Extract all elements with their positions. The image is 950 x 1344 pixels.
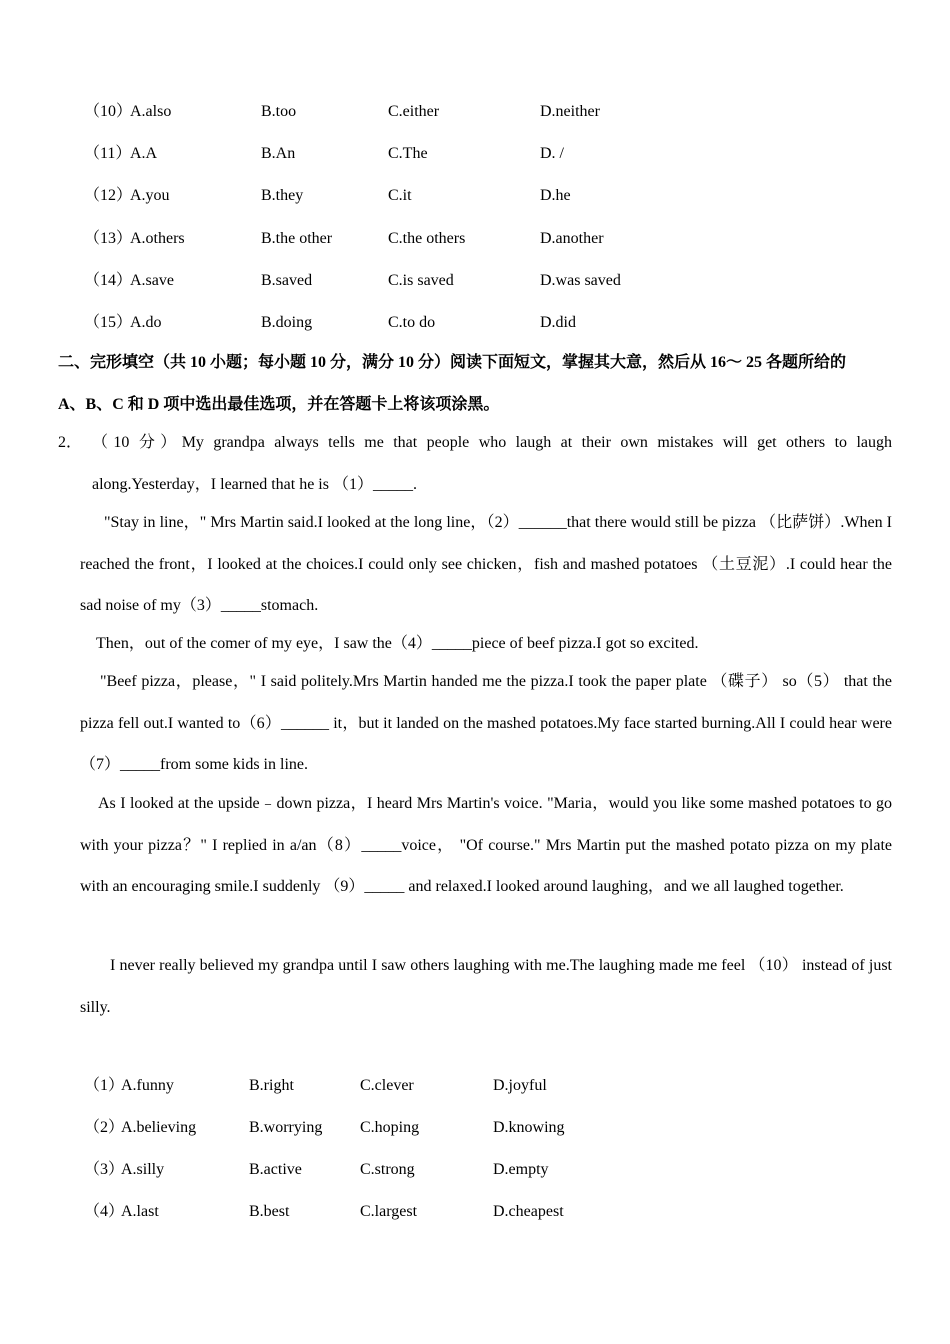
option-b: B.saved [261,272,313,289]
option-number: （11） [84,145,132,162]
passage-text: I never really believed my grandpa until I saw others laughing with me.The laughing made me feel （10） instead of just silly. [80,957,893,1016]
passage-paragraph-4 [80,661,892,786]
option-a: A.A [130,145,158,162]
option-c: C.strong [360,1161,415,1178]
option-d: D.cheapest [493,1203,564,1220]
option-b: B.worrying [249,1119,323,1136]
option-c: C.the others [388,230,466,247]
option-number: （1） [84,1077,125,1094]
option-b: B.too [261,103,297,120]
option-a: A.you [130,187,170,204]
option-d: D.did [540,314,576,331]
option-a: A.funny [121,1077,174,1094]
option-b: B.right [249,1077,294,1094]
section-heading-line1: 二、完形填空（共 10 小题；每小题 10 分，满分 10 分）阅读下面短文，掌握其大意，然后从 16～ 25 各题所给的 [58,354,847,371]
option-a: A.believing [121,1119,197,1136]
option-number: （13） [84,230,133,247]
option-number: （4） [84,1203,125,1220]
option-d: D. / [540,145,564,162]
option-b: B.doing [261,314,313,331]
option-a: A.last [121,1203,159,1220]
option-a: A.others [130,230,185,247]
option-c: C.it [388,187,412,204]
passage-paragraph-2 [80,502,892,627]
passage-paragraph-5 [80,783,892,908]
option-d: D.knowing [493,1119,565,1136]
passage-paragraph-1 [92,422,892,505]
option-c: C.is saved [388,272,454,289]
option-d: D.another [540,230,604,247]
option-a: A.silly [121,1161,165,1178]
section-heading-line2: A、B、C 和 D 项中选出最佳选项，并在答题卡上将该项涂黑。 [58,396,500,413]
option-number: （12） [84,187,133,204]
option-d: D.he [540,187,571,204]
passage-text: "Stay in line，" Mrs Martin said.I looked at the long line，（2）______that there would still be pizza （比萨饼）.When I reached the front，I looked at the choices.I could only see chicken，fish and mashed potatoes （土豆泥）.I could hear the sad noise of my（3）_____stomach. [80,514,892,614]
option-b: B.An [261,145,296,162]
option-number: （2） [84,1119,125,1136]
question-number: 2． [58,434,83,451]
passage-text: Then，out of the comer of my eye，I saw the（4）_____piece of beef pizza.I got so excited. [96,635,699,652]
passage-text: As I looked at the upside﹣down pizza，I heard Mrs Martin's voice. "Maria，would you like some mashed potatoes to go with your pizza？" I replied in a/an（8）_____voice， "Of course." Mrs Martin put the mashed potato pizza on my plate with an encouraging smile.I suddenly （9）_____ and relaxed.I looked around laughing，and we all laughed together. [80,795,892,895]
option-number: （3） [84,1161,125,1178]
option-b: B.they [261,187,304,204]
option-c: C.clever [360,1077,414,1094]
option-b: B.active [249,1161,302,1178]
option-c: C.largest [360,1203,418,1220]
option-b: B.best [249,1203,290,1220]
option-d: D.was saved [540,272,621,289]
option-a: A.save [130,272,174,289]
option-c: C.either [388,103,440,120]
option-a: A.do [130,314,162,331]
option-d: D.empty [493,1161,549,1178]
option-number: （10） [84,103,133,120]
option-c: C.The [388,145,428,162]
option-number: （14） [84,272,133,289]
option-d: D.joyful [493,1077,547,1094]
passage-paragraph-3 [80,623,892,665]
option-number: （15） [84,314,133,331]
option-c: C.hoping [360,1119,420,1136]
option-d: D.neither [540,103,600,120]
option-c: C.to do [388,314,436,331]
option-a: A.also [130,103,172,120]
passage-paragraph-6 [80,945,892,1028]
passage-text: （10 分）My grandpa always tells me that people who laugh at their own mistakes will get others to laugh along.Yesterday，I learned that he is （1）_____. [92,434,892,493]
passage-text: "Beef pizza，please，" I said politely.Mrs Martin handed me the pizza.I took the paper plate （碟子） so（5） that the pizza fell out.I wanted to（6）______ it，but it landed on the mashed potatoes.My face started burning.All I could hear were（7）_____from some kids in line. [80,673,892,773]
option-b: B.the other [261,230,333,247]
